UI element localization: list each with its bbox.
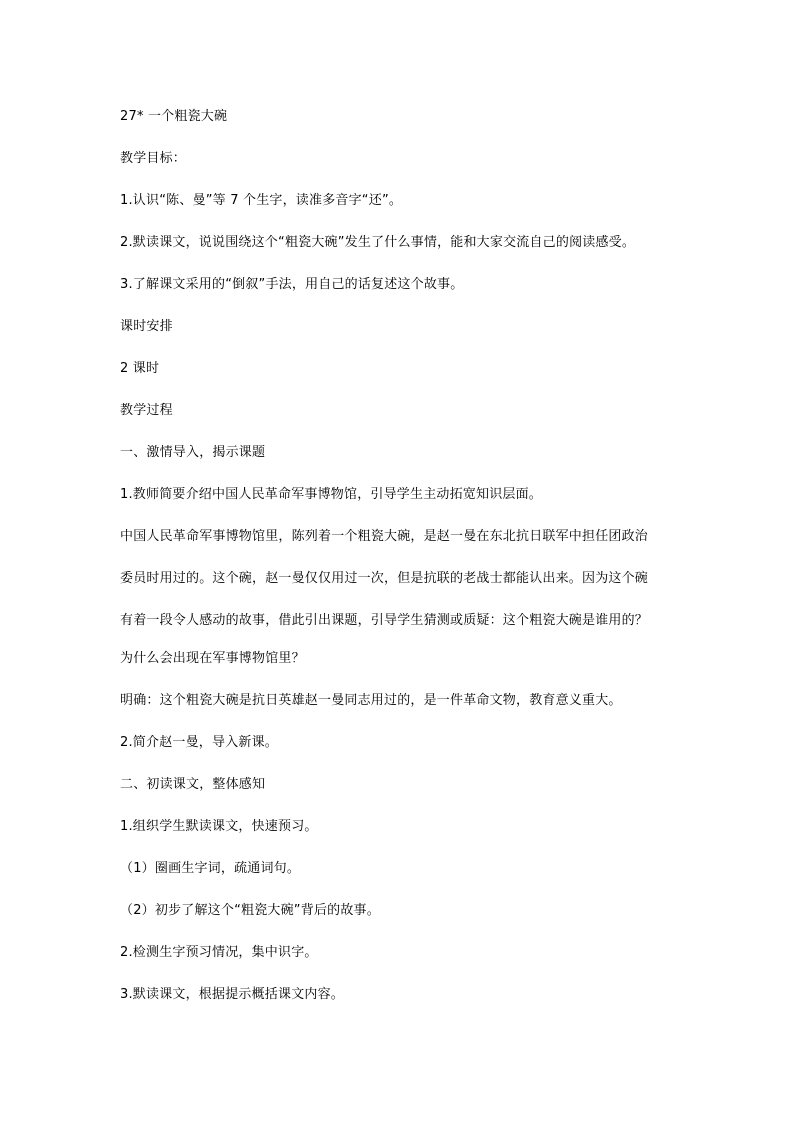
- objective-3: 3.了解课文采用的“倒叙”手法，用自己的话复述这个故事。: [120, 277, 464, 292]
- objective-2: 2.默读课文，说说围绕这个“粗瓷大碗”发生了什么事情，能和大家交流自己的阅读感受。: [120, 235, 636, 250]
- substep-2: （2）初步了解这个“粗瓷大碗”背后的故事。: [120, 903, 380, 918]
- paragraph-line: 中国人民革命军事博物馆里，陈列着一个粗瓷大碗，是赵一曼在东北抗日联军中担任团政治: [120, 529, 649, 544]
- section-heading-schedule: 课时安排: [120, 319, 173, 334]
- schedule-value: 2 课时: [120, 361, 160, 376]
- step-2-1: 1.组织学生默读课文，快速预习。: [120, 819, 318, 834]
- lesson-title: 27* 一个粗瓷大碗: [120, 109, 228, 124]
- paragraph-line: 有着一段令人感动的故事，借此引出课题，引导学生猜测或质疑：这个粗瓷大碗是谁用的？: [120, 613, 649, 628]
- objective-1: 1.认识“陈、曼”等 7 个生字，读准多音字“还”。: [120, 193, 403, 208]
- clarification-line: 明确：这个粗瓷大碗是抗日英雄赵一曼同志用过的，是一件革命文物，教育意义重大。: [120, 693, 622, 708]
- paragraph-line: 为什么会出现在军事博物馆里？: [120, 651, 305, 666]
- substep-1: （1）圈画生字词，疏通词句。: [120, 861, 301, 876]
- section-heading-objectives: 教学目标：: [120, 151, 187, 166]
- step-2-3: 3.默读课文，根据提示概括课文内容。: [120, 987, 345, 1002]
- step-1-2: 2.简介赵一曼，导入新课。: [120, 735, 279, 750]
- section-heading-process: 教学过程: [120, 403, 173, 418]
- part-2-heading: 二、初读课文，整体感知: [120, 777, 266, 792]
- paragraph-line: 委员时用过的。这个碗，赵一曼仅仅用过一次，但是抗联的老战士都能认出来。因为这个碗: [120, 571, 649, 586]
- step-1-1: 1.教师简要介绍中国人民革命军事博物馆，引导学生主动拓宽知识层面。: [120, 487, 543, 502]
- part-1-heading: 一、激情导入，揭示课题: [120, 445, 266, 460]
- step-2-2: 2.检测生字预习情况，集中识字。: [120, 945, 318, 960]
